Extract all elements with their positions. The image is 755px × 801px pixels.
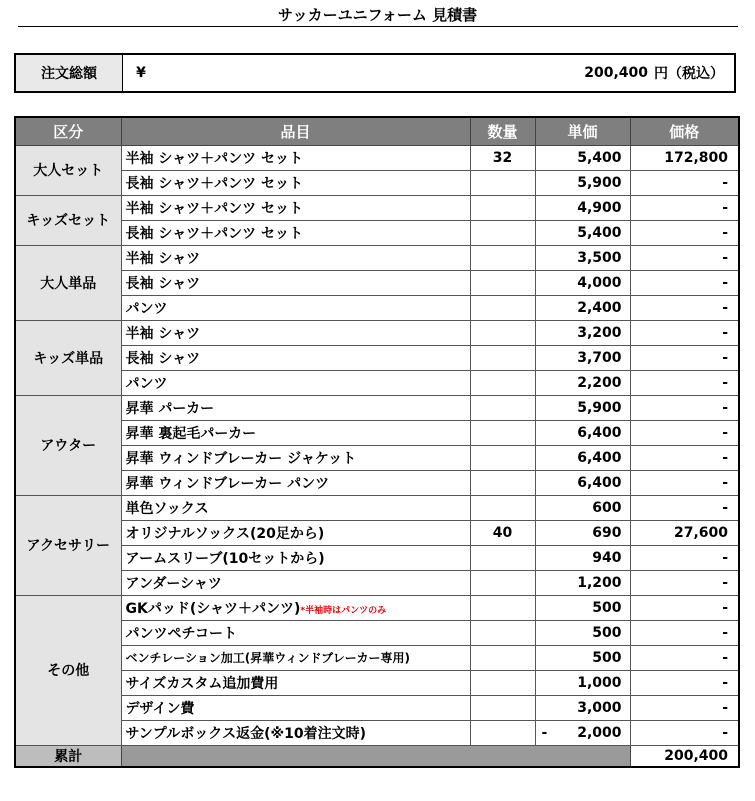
price-cell: - (630, 345, 739, 370)
item-name: パンツペチコート (125, 625, 237, 642)
order-total-amount: 200,400 (584, 65, 648, 81)
qty-cell (470, 570, 535, 595)
unit-price-cell: 690 (535, 520, 630, 545)
title-underline (18, 26, 738, 27)
item-cell (121, 545, 470, 570)
item-cell (121, 170, 470, 195)
unit-price-wrap (540, 725, 622, 741)
price-cell: - (630, 695, 739, 720)
item-cell (121, 395, 470, 420)
table-row (15, 170, 739, 195)
grand-total-spacer (121, 745, 630, 767)
price-cell: - (630, 320, 739, 345)
item-cell (121, 520, 470, 545)
item-cell (121, 420, 470, 445)
price-cell: 27,600 (630, 520, 739, 545)
table-row (15, 370, 739, 395)
unit-price-cell: 3,000 (535, 695, 630, 720)
category-cell: キッズセット (15, 195, 121, 245)
item-cell (121, 720, 470, 745)
category-cell: アクセサリー (15, 495, 121, 595)
item-cell (121, 695, 470, 720)
unit-price-cell: 500 (535, 645, 630, 670)
qty-cell (470, 595, 535, 620)
unit-price-cell: 940 (535, 545, 630, 570)
price-cell: - (630, 195, 739, 220)
price-cell: - (630, 670, 739, 695)
item-name: アームスリーブ(10セットから) (125, 550, 325, 567)
item-name: サンプルボックス返金(※10着注文時) (125, 725, 366, 742)
item-cell (121, 570, 470, 595)
price-cell: - (630, 445, 739, 470)
item-name: サイズカスタム追加費用 (125, 675, 279, 692)
item-name: デザイン費 (125, 700, 195, 717)
item-note: *半袖時はパンツのみ (300, 605, 387, 616)
price-cell: - (630, 570, 739, 595)
price-cell: - (630, 370, 739, 395)
unit-price-cell: 1,000 (535, 670, 630, 695)
item-name: 半袖 シャツ (125, 325, 201, 342)
order-total-unit: 円（税込） (654, 66, 724, 82)
unit-price-cell: 500 (535, 595, 630, 620)
grand-total-row (15, 745, 739, 767)
unit-price-cell: 4,900 (535, 195, 630, 220)
price-cell: - (630, 170, 739, 195)
table-row (15, 570, 739, 595)
unit-price-value: 2,000 (577, 724, 622, 741)
price-cell: - (630, 720, 739, 745)
qty-cell (470, 695, 535, 720)
item-cell (121, 470, 470, 495)
item-name: 長袖 シャツ＋パンツ セット (125, 175, 303, 192)
item-cell (121, 445, 470, 470)
order-total-label: 注文総額 (16, 55, 123, 91)
table-row (15, 220, 739, 245)
document-title: サッカーユニフォーム 見積書 (277, 6, 478, 24)
table-header-row (15, 117, 739, 145)
item-name: 昇華 ウィンドブレーカー パンツ (125, 475, 330, 492)
price-cell: - (630, 245, 739, 270)
table-row (15, 520, 739, 545)
header-item: 品目 (121, 117, 470, 145)
unit-price-cell: 500 (535, 620, 630, 645)
item-cell (121, 620, 470, 645)
table-row (15, 495, 739, 520)
order-total-amount-cell (159, 55, 734, 91)
yen-sign: ¥ (136, 65, 146, 81)
unit-price-cell: 5,400 (535, 220, 630, 245)
qty-cell (470, 245, 535, 270)
category-cell: アウター (15, 395, 121, 495)
negative-sign: - (541, 724, 548, 741)
unit-price-cell: 1,200 (535, 570, 630, 595)
item-cell (121, 145, 470, 170)
qty-cell (470, 420, 535, 445)
category-cell: 大人単品 (15, 245, 121, 320)
grand-total-label: 累計 (15, 745, 121, 767)
item-name: 半袖 シャツ＋パンツ セット (125, 150, 303, 167)
item-cell (121, 595, 470, 620)
qty-cell (470, 545, 535, 570)
item-name: アンダーシャツ (125, 575, 222, 592)
price-cell: - (630, 470, 739, 495)
table-row (15, 270, 739, 295)
qty-cell (470, 220, 535, 245)
category-cell: キッズ単品 (15, 320, 121, 395)
header-price: 価格 (630, 117, 739, 145)
price-cell: - (630, 220, 739, 245)
price-cell: - (630, 620, 739, 645)
item-name: 昇華 ウィンドブレーカー ジャケット (125, 450, 357, 467)
unit-price-cell: 3,500 (535, 245, 630, 270)
qty-cell (470, 170, 535, 195)
quote-table (14, 116, 740, 768)
item-name: 昇華 裏起毛パーカー (125, 425, 257, 442)
grand-total-value: 200,400 (630, 745, 739, 767)
item-name: パンツ (125, 375, 168, 392)
item-name: パンツ (125, 300, 168, 317)
price-cell: - (630, 495, 739, 520)
qty-cell (470, 670, 535, 695)
qty-cell (470, 495, 535, 520)
table-row (15, 645, 739, 670)
item-name: 長袖 シャツ (125, 350, 201, 367)
category-cell: 大人セット (15, 145, 121, 195)
unit-price-cell: 5,400 (535, 145, 630, 170)
price-cell: - (630, 645, 739, 670)
unit-price-cell: 6,400 (535, 420, 630, 445)
item-cell (121, 670, 470, 695)
qty-cell (470, 395, 535, 420)
table-row (15, 620, 739, 645)
price-cell: 172,800 (630, 145, 739, 170)
table-row (15, 395, 739, 420)
table-body (15, 145, 739, 745)
qty-cell (470, 370, 535, 395)
table-row (15, 345, 739, 370)
item-name: 昇華 パーカー (125, 400, 215, 417)
item-cell (121, 320, 470, 345)
unit-price-cell: 3,200 (535, 320, 630, 345)
unit-price-cell: 2,200 (535, 370, 630, 395)
unit-price-cell: 6,400 (535, 470, 630, 495)
price-cell: - (630, 420, 739, 445)
table-row (15, 670, 739, 695)
qty-cell (470, 320, 535, 345)
order-total-box (14, 53, 736, 93)
item-name: 長袖 シャツ (125, 275, 201, 292)
item-name: ベンチレーション加工(昇華ウィンドブレーカー専用) (125, 651, 410, 665)
category-cell: その他 (15, 595, 121, 745)
table-row (15, 720, 739, 745)
table-row (15, 320, 739, 345)
item-cell (121, 270, 470, 295)
table-row (15, 420, 739, 445)
item-cell (121, 195, 470, 220)
unit-price-cell (535, 720, 630, 745)
item-cell (121, 245, 470, 270)
qty-cell: 32 (470, 145, 535, 170)
table-row (15, 545, 739, 570)
item-name: 単色ソックス (125, 500, 209, 517)
header-qty: 数量 (470, 117, 535, 145)
price-cell: - (630, 395, 739, 420)
item-cell (121, 345, 470, 370)
header-category: 区分 (15, 117, 121, 145)
table-row (15, 295, 739, 320)
item-name: GKパッド(シャツ＋パンツ) (125, 600, 301, 617)
price-cell: - (630, 270, 739, 295)
price-cell: - (630, 545, 739, 570)
qty-cell (470, 470, 535, 495)
unit-price-cell: 3,700 (535, 345, 630, 370)
qty-cell (470, 345, 535, 370)
qty-cell: 40 (470, 520, 535, 545)
qty-cell (470, 195, 535, 220)
item-name: 半袖 シャツ＋パンツ セット (125, 200, 303, 217)
qty-cell (470, 295, 535, 320)
item-name: 長袖 シャツ＋パンツ セット (125, 225, 303, 242)
table-row (15, 245, 739, 270)
item-cell (121, 370, 470, 395)
qty-cell (470, 445, 535, 470)
unit-price-cell: 2,400 (535, 295, 630, 320)
price-cell: - (630, 595, 739, 620)
unit-price-cell: 600 (535, 495, 630, 520)
qty-cell (470, 720, 535, 745)
unit-price-cell: 4,000 (535, 270, 630, 295)
price-cell: - (630, 295, 739, 320)
unit-price-cell: 6,400 (535, 445, 630, 470)
table-row (15, 445, 739, 470)
unit-price-cell: 5,900 (535, 395, 630, 420)
table-row (15, 195, 739, 220)
item-name: 半袖 シャツ (125, 250, 201, 267)
qty-cell (470, 270, 535, 295)
table-row (15, 595, 739, 620)
item-cell (121, 220, 470, 245)
table-row (15, 695, 739, 720)
item-cell (121, 645, 470, 670)
table-row (15, 145, 739, 170)
item-cell (121, 495, 470, 520)
table-row (15, 470, 739, 495)
header-unit-price: 単価 (535, 117, 630, 145)
qty-cell (470, 620, 535, 645)
unit-price-cell: 5,900 (535, 170, 630, 195)
item-name: オリジナルソックス(20足から) (125, 525, 325, 542)
qty-cell (470, 645, 535, 670)
item-cell (121, 295, 470, 320)
